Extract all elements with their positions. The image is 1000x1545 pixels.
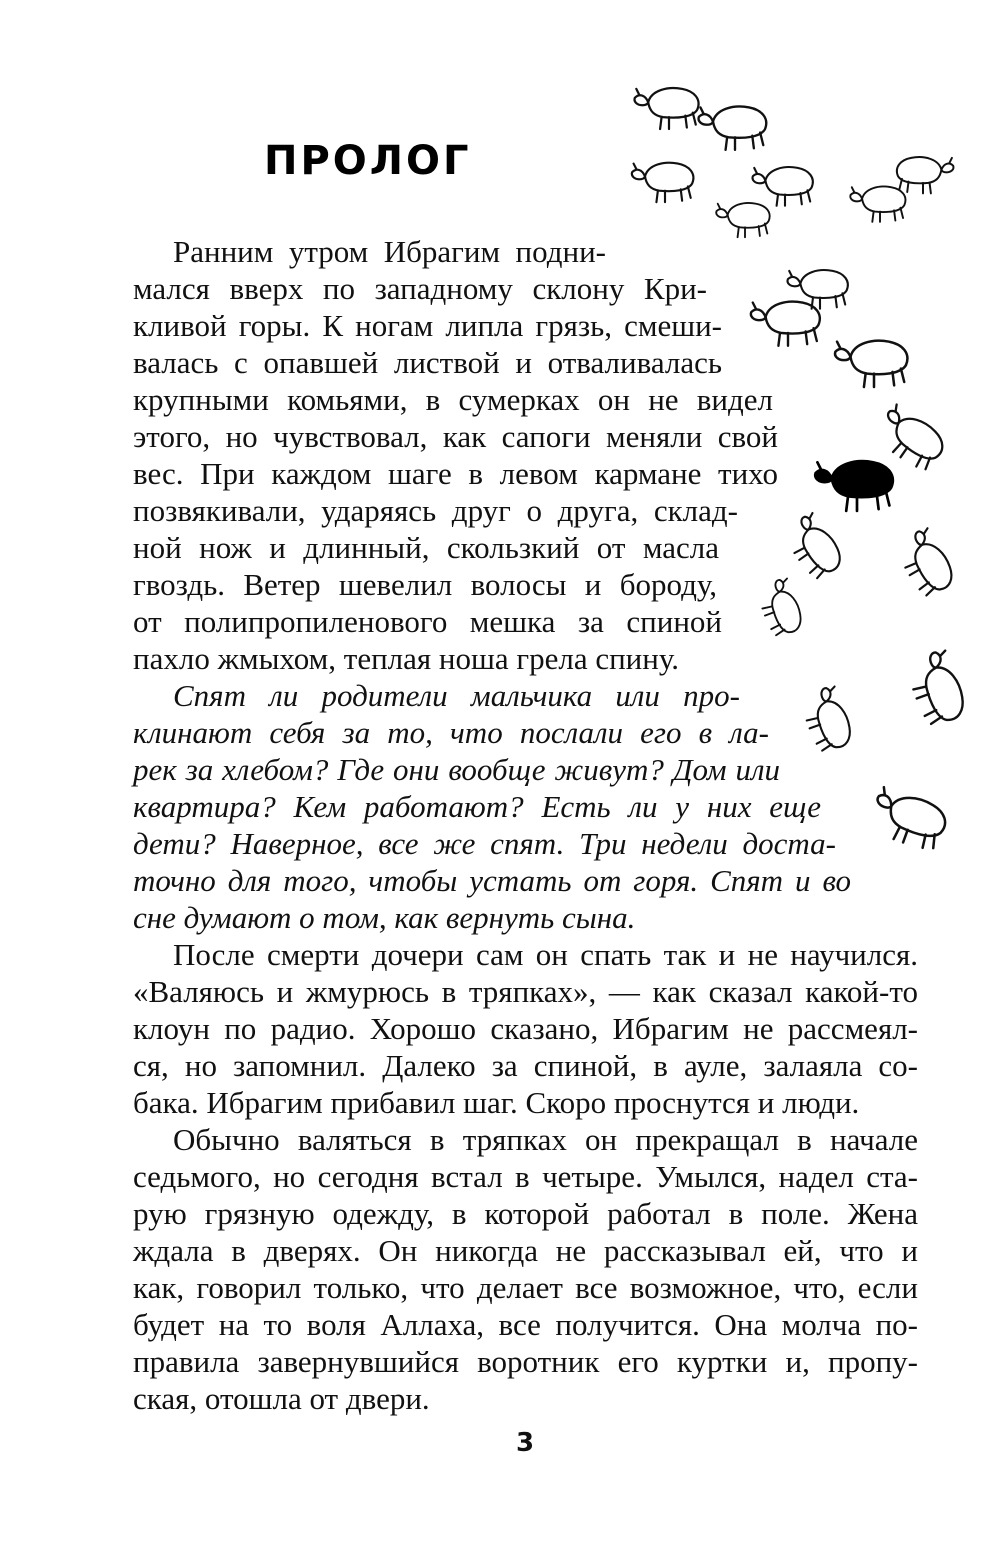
text-line: точно для того, чтобы устать от горя. Спят и во: [133, 863, 851, 898]
text-line: будет на то воля Аллаха, все получится. Она молча по-: [133, 1307, 918, 1342]
text-line: вес. При каждом шаге в левом кармане тихо: [133, 456, 778, 491]
page-number: 3: [516, 1428, 535, 1458]
text-line: клинают себя за то, что послали его в ла-: [133, 715, 769, 750]
text-line: Спят ли родители мальчика или про-: [173, 678, 740, 713]
text-line: пахло жмыхом, теплая ноша грела спину.: [133, 641, 680, 676]
text-line: «Валяюсь и жмурюсь в тряпках», — как сказал какой-то: [133, 974, 918, 1009]
text-line: кливой горы. К ногам липла грязь, смеши-: [133, 308, 722, 343]
text-line: дети? Наверное, все же спят. Три недели доста-: [133, 826, 836, 861]
text-line: ждала в дверях. Он никогда не рассказывал ей, что и: [133, 1233, 918, 1268]
sheep-icon: [766, 669, 893, 772]
text-line: правила завернувшийся воротник его куртки и, пропу-: [133, 1344, 918, 1379]
text-line: позвякивали, ударяясь друг о друга, склад-: [133, 493, 738, 528]
text-line: мался вверх по западному склону Кри-: [133, 271, 707, 306]
text-line: ной нож и длинный, скользкий от масла: [133, 530, 719, 565]
text-line: клоун по радио. Хорошо сказано, Ибрагим не рассмеял-: [133, 1011, 918, 1046]
text-line: валась с опавшей листвой и отваливалась: [133, 345, 722, 380]
text-line: крупными комьями, в сумерках он не видел: [133, 382, 773, 417]
text-line: этого, но чувствовал, как сапоги меняли свой: [133, 419, 778, 454]
text-line: ся, но запомнил. Далеко за спиной, в ауле, залаяла со-: [133, 1048, 918, 1083]
sheep-icon: [695, 98, 775, 153]
sheep-icon: [871, 510, 987, 618]
chapter-heading: ПРОЛОГ: [264, 138, 472, 184]
sheep-icon: [832, 330, 916, 392]
text-line: сне думают о том, как вернуть сына.: [133, 900, 636, 935]
text-line: квартира? Кем работают? Есть ли у них еще: [133, 789, 821, 824]
sheep-icon: [628, 155, 702, 205]
text-line: ская, отошла от двери.: [133, 1381, 430, 1416]
text-line: рек за хлебом? Где они вообще живут? Дом или: [133, 752, 780, 787]
text-line: Обычно валяться в тряпках он прекращал в начале: [173, 1122, 918, 1157]
text-line: как, говорил только, что делает все возможное, что, если: [133, 1270, 918, 1305]
text-line: бака. Ибрагим прибавил шаг. Скоро проснутся и люди.: [133, 1085, 860, 1120]
text-line: После смерти дочери сам он спать так и не научился.: [173, 937, 918, 972]
text-line: рую грязную одежду, в которой работал в поле. Жена: [133, 1196, 918, 1231]
sheep-icon: [860, 770, 964, 866]
text-line: от полипропиленового мешка за спиной: [133, 604, 722, 639]
sheep-icon: [848, 178, 912, 226]
text-line: гвоздь. Ветер шевелил волосы и бороду,: [133, 567, 717, 602]
sheep-icon: [714, 190, 776, 246]
text-line: Ранним утром Ибрагим подни-: [173, 234, 606, 269]
sheep-icon: [748, 288, 828, 354]
text-line: седьмого, но сегодня встал в четыре. Умылся, надел ста-: [133, 1159, 918, 1194]
